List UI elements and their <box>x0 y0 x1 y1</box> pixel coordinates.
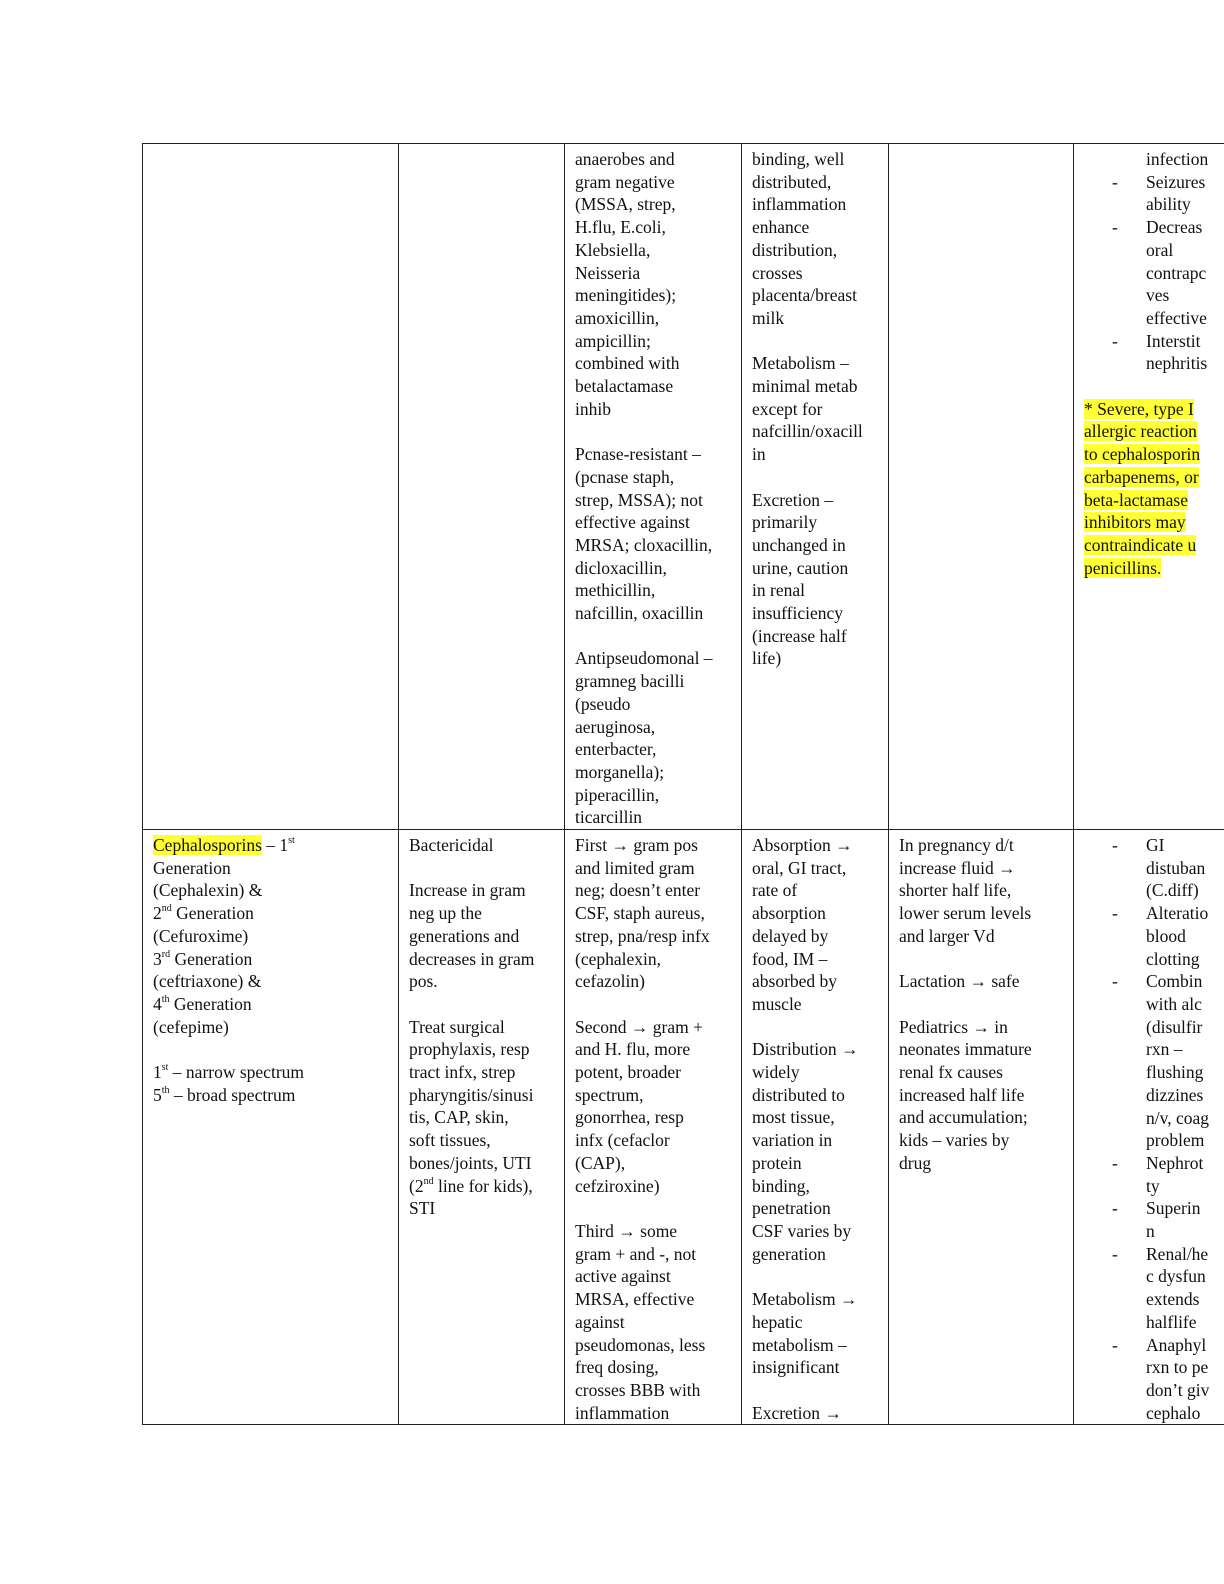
gen-sup: rd <box>161 948 171 960</box>
text-line: most tissue, <box>752 1107 835 1128</box>
text-line: gram negative <box>575 171 675 192</box>
text-line: hepatic <box>752 1311 803 1332</box>
r1-col3-cell <box>565 144 742 830</box>
text-line: insufficiency <box>752 603 844 624</box>
generation-list <box>153 857 392 1039</box>
gen-sup: th <box>161 1084 170 1096</box>
adverse-effect-line: flushing <box>1146 1062 1204 1083</box>
text-line: neg; doesn’t enter <box>575 880 701 901</box>
adverse-effect-line: dizzines <box>1146 1084 1204 1105</box>
text-line: generation <box>752 1243 826 1264</box>
text-line: milk <box>752 307 785 328</box>
text-line: absorption <box>752 903 826 924</box>
text-line: variation in <box>752 1130 833 1151</box>
text-line: shorter half life, <box>899 880 1012 901</box>
text-line: pos. <box>409 971 438 992</box>
text-line: spectrum, <box>575 1084 644 1105</box>
text-line: food, IM – <box>752 948 828 969</box>
gen-label: Generation <box>171 903 254 924</box>
text-line: binding, <box>752 1175 810 1196</box>
text-line: Absorption → <box>752 835 853 856</box>
text-line: (MSSA, strep, <box>575 194 676 215</box>
text-line <box>899 993 1067 1016</box>
text-line: ampicillin; <box>575 330 651 351</box>
text-line: muscle <box>752 993 802 1014</box>
text-line: Metabolism → <box>752 1289 858 1310</box>
text-line: Pcnase-resistant – <box>575 444 701 465</box>
text-line: inflammation <box>752 194 847 215</box>
text-line: Second → gram + <box>575 1016 703 1037</box>
text-line: (increase half <box>752 625 847 646</box>
text-line: Lactation → safe <box>899 971 1020 992</box>
text-line: meningitides); <box>575 285 677 306</box>
adverse-effect-line: (C.diff) <box>1146 880 1199 901</box>
r1-col6-cell <box>1074 144 1224 830</box>
adverse-effect-line: contrapc <box>1146 262 1207 283</box>
text-line: rate of <box>752 880 798 901</box>
r2-col2-cell <box>399 830 565 1425</box>
adverse-effect-line: - Anaphyl <box>1146 1334 1207 1355</box>
generation-line: (cefepime) <box>153 1016 229 1037</box>
text-line: placenta/breast <box>752 285 857 306</box>
text-line: increase fluid → <box>899 857 1016 878</box>
text-line: dicloxacillin, <box>575 557 667 578</box>
text-line: In pregnancy d/t <box>899 835 1014 856</box>
text-line: infx (cefaclor <box>575 1130 670 1151</box>
text-line <box>752 1265 882 1288</box>
adverse-effect-item <box>1084 216 1224 330</box>
text-line: lower serum levels <box>899 903 1032 924</box>
text-line: freq dosing, <box>575 1357 659 1378</box>
gen-number: 2 <box>153 903 162 924</box>
generation-line <box>153 1084 392 1107</box>
adverse-effect-item <box>1084 1197 1224 1242</box>
adverse-effect-line: distuban <box>1146 857 1206 878</box>
text-line: (pseudo <box>575 693 631 714</box>
text-line: nafcillin/oxacill <box>752 421 863 442</box>
adverse-effect-line: don’t giv <box>1146 1379 1210 1400</box>
text-line: bones/joints, UTI <box>409 1152 532 1173</box>
text-line: Antipseudomonal – <box>575 648 713 669</box>
adverse-effect-line: clotting <box>1146 948 1200 969</box>
gen-sup: th <box>161 993 170 1005</box>
text-line: neonates immature <box>899 1039 1032 1060</box>
text-line: aeruginosa, <box>575 716 656 737</box>
text-line: distributed to <box>752 1084 845 1105</box>
adverse-effect-line: with alc <box>1146 993 1202 1014</box>
generation-line: (Cefuroxime) <box>153 925 249 946</box>
text-line: Klebsiella, <box>575 239 651 260</box>
text-line: Neisseria <box>575 262 641 283</box>
adverse-effect-line: blood <box>1146 925 1186 946</box>
adverse-effect-line: nephritis <box>1146 353 1208 374</box>
r1-col1-cell <box>143 144 399 830</box>
adverse-effect-item <box>1084 970 1224 1152</box>
allergy-note-line: carbapenems, or <box>1084 466 1199 487</box>
uti-sup: nd <box>423 1175 434 1187</box>
text-line: strep, pna/resp infx <box>575 925 710 946</box>
text-line: Metabolism – <box>752 353 849 374</box>
text-line: and limited gram <box>575 857 695 878</box>
adverse-effect-line: ves <box>1146 285 1170 306</box>
drug-table <box>142 143 1224 1425</box>
text-line: renal fx causes <box>899 1062 1003 1083</box>
adverse-effect-item <box>1084 148 1224 171</box>
text-line: primarily <box>752 512 818 533</box>
text-line: absorbed by <box>752 971 838 992</box>
drug-class-title: Cephalosporins <box>153 835 262 856</box>
text-line: (cephalexin, <box>575 948 661 969</box>
r1-col2-cell <box>399 144 565 830</box>
text-line: increased half life <box>899 1084 1025 1105</box>
text-line: distributed, <box>752 171 832 192</box>
adverse-effect-line: rxn to pe <box>1146 1357 1209 1378</box>
text-line: effective against <box>575 512 690 533</box>
text-line: amoxicillin, <box>575 307 660 328</box>
allergy-note-line: allergic reaction <box>1084 421 1197 442</box>
text-line: Pediatrics → in <box>899 1016 1008 1037</box>
gen-number: 4 <box>153 993 162 1014</box>
r1-col4-cell <box>742 144 889 830</box>
uti-pre: (2 <box>409 1175 424 1196</box>
allergy-note <box>1084 398 1224 580</box>
text-line: Distribution → <box>752 1039 859 1060</box>
generation-line: (ceftriaxone) & <box>153 971 262 992</box>
r1-adverse-list <box>1084 148 1224 375</box>
text-line: drug <box>899 1152 932 1173</box>
generation-line: Generation <box>153 857 231 878</box>
text-line: gram + and -, not <box>575 1243 697 1264</box>
text-line: life) <box>752 648 782 669</box>
text-line: decreases in gram <box>409 948 535 969</box>
text-line <box>575 625 735 648</box>
adverse-effect-item <box>1084 902 1224 970</box>
text-line: inhib <box>575 398 611 419</box>
adverse-effect-line: c dysfun <box>1146 1266 1206 1287</box>
allergy-note-line: to cephalosporin <box>1084 444 1201 465</box>
allergy-note-line: beta-lactamase <box>1084 489 1188 510</box>
adverse-effect-item <box>1084 1334 1224 1425</box>
text-line <box>752 1016 882 1039</box>
adverse-effect-line: ty <box>1146 1175 1160 1196</box>
adverse-effect-line: - GI <box>1146 835 1165 856</box>
text-line: Bactericidal <box>409 835 494 856</box>
text-line: urine, caution <box>752 557 849 578</box>
adverse-effect-line: - Renal/he <box>1146 1243 1209 1264</box>
text-line: anaerobes and <box>575 149 675 169</box>
text-line: methicillin, <box>575 580 656 601</box>
text-line: tract infx, strep <box>409 1062 516 1083</box>
text-line: nafcillin, oxacillin <box>575 603 704 624</box>
text-line: widely <box>752 1062 800 1083</box>
text-line <box>575 993 735 1016</box>
adverse-effect-line: - Decreas <box>1146 217 1203 238</box>
adverse-effect-line: - Seizures <box>1146 171 1206 192</box>
text-line: combined with <box>575 353 680 374</box>
gen-number: 3 <box>153 948 162 969</box>
text-line: strep, MSSA); not <box>575 489 703 510</box>
adverse-effect-line: effective <box>1146 307 1207 328</box>
text-line: (pcnase staph, <box>575 466 675 487</box>
text-line: Excretion – <box>752 489 834 510</box>
table-row-penicillins-cont <box>143 144 1224 830</box>
text-line: morganella); <box>575 761 665 782</box>
text-line: crosses <box>752 262 803 283</box>
gen-label: – narrow spectrum <box>168 1062 305 1083</box>
text-line: minimal metab <box>752 376 858 397</box>
text-line: metabolism – <box>752 1334 847 1355</box>
adverse-effect-line: cephalo <box>1146 1402 1201 1423</box>
generation-line <box>153 993 392 1016</box>
generation-line: (Cephalexin) & <box>153 880 263 901</box>
text-line: in <box>752 444 766 465</box>
text-line <box>752 1379 882 1402</box>
text-line: except for <box>752 398 823 419</box>
allergy-note-line: * Severe, type I <box>1084 398 1194 419</box>
text-line: cefazolin) <box>575 971 645 992</box>
text-line: enhance <box>752 217 810 238</box>
adverse-effect-line: infection <box>1146 149 1209 169</box>
text-line: soft tissues, <box>409 1130 491 1151</box>
adverse-effect-line: oral <box>1146 239 1174 260</box>
text-line: active against <box>575 1266 671 1287</box>
text-line: Third → some <box>575 1220 678 1241</box>
text-line: ticarcillin <box>575 807 643 828</box>
text-line: pharyngitis/sinusi <box>409 1084 534 1105</box>
text-line: enterbacter, <box>575 739 657 760</box>
allergy-note-line: inhibitors may <box>1084 512 1186 533</box>
text-line: kids – varies by <box>899 1130 1010 1151</box>
adverse-effect-line: n/v, coag <box>1146 1107 1210 1128</box>
r2-adverse-list <box>1084 834 1224 1424</box>
text-line: distribution, <box>752 239 838 260</box>
text-line: Excretion → <box>752 1402 842 1423</box>
adverse-effect-item <box>1084 1152 1224 1197</box>
gen-sup: st <box>161 1062 169 1074</box>
text-line: crosses BBB with <box>575 1379 701 1400</box>
text-line: MRSA; cloxacillin, <box>575 534 713 555</box>
sti-line: STI <box>409 1198 436 1219</box>
text-line: H.flu, E.coli, <box>575 217 666 238</box>
text-line: and larger Vd <box>899 925 995 946</box>
adverse-effect-item <box>1084 1243 1224 1334</box>
adverse-effect-line: rxn – <box>1146 1039 1183 1060</box>
text-line: CSF varies by <box>752 1221 852 1241</box>
gen-label: Generation <box>169 993 252 1014</box>
text-line: potent, broader <box>575 1062 681 1083</box>
text-line: penetration <box>752 1198 831 1219</box>
text-line: piperacillin, <box>575 784 660 805</box>
r2-col6-cell <box>1074 830 1224 1425</box>
text-line: Treat surgical <box>409 1016 505 1037</box>
text-line: gonorrhea, resp <box>575 1107 684 1128</box>
text-line <box>752 330 882 353</box>
generation-line <box>153 948 392 971</box>
text-line: against <box>575 1311 625 1332</box>
text-line <box>899 948 1067 971</box>
adverse-effect-line: ability <box>1146 194 1191 215</box>
adverse-effect-line: problem <box>1146 1130 1205 1151</box>
r2-col1-cell <box>143 830 399 1425</box>
text-line: insignificant <box>752 1357 840 1378</box>
adverse-effect-line: halflife <box>1146 1311 1197 1332</box>
title-rest: – 1 <box>261 835 289 856</box>
text-line: and H. flu, more <box>575 1039 691 1060</box>
gen-number: 5 <box>153 1084 162 1105</box>
gen-label: Generation <box>170 948 253 969</box>
allergy-note-line: contraindicate u <box>1084 534 1197 555</box>
text-line: protein <box>752 1152 802 1173</box>
gen-number: 1 <box>153 1062 162 1083</box>
adverse-effect-line: - Superin <box>1146 1198 1201 1219</box>
text-line: delayed by <box>752 925 829 946</box>
text-line: binding, well <box>752 149 845 169</box>
adverse-effect-line: - Alteratio <box>1146 903 1209 924</box>
spectrum-list <box>153 1061 392 1106</box>
text-line: MRSA, effective <box>575 1289 695 1310</box>
text-line: Increase in gram <box>409 880 526 901</box>
text-line: CSF, staph aureus, <box>575 903 705 924</box>
uti-post: line for kids), <box>433 1175 533 1196</box>
text-line: unchanged in <box>752 534 846 555</box>
text-line: inflammation <box>575 1402 670 1423</box>
gen-sup: nd <box>161 903 172 915</box>
r2-col3-cell <box>565 830 742 1425</box>
gen-label: – broad spectrum <box>169 1084 296 1105</box>
adverse-effect-item <box>1084 171 1224 216</box>
r2-col5-cell <box>889 830 1074 1425</box>
text-line: neg up the <box>409 903 482 924</box>
text-line: cefziroxine) <box>575 1175 660 1196</box>
r1-col5-cell <box>889 144 1074 830</box>
adverse-effect-line: - Combin <box>1146 971 1203 992</box>
adverse-effect-item <box>1084 834 1224 902</box>
text-line: in renal <box>752 580 805 601</box>
text-line: generations and <box>409 925 520 946</box>
text-line: gramneg bacilli <box>575 671 685 692</box>
text-line: pseudomonas, less <box>575 1334 706 1355</box>
title-sup: st <box>288 835 295 847</box>
generation-line <box>153 1061 392 1084</box>
text-line: tis, CAP, skin, <box>409 1107 509 1128</box>
allergy-note-line: penicillins. <box>1084 557 1162 578</box>
text-line: and accumulation; <box>899 1107 1028 1128</box>
text-line: prophylaxis, resp <box>409 1039 530 1060</box>
adverse-effect-item <box>1084 330 1224 375</box>
adverse-effect-line: - Interstit <box>1146 330 1201 351</box>
text-line <box>575 1197 735 1220</box>
adverse-effect-line: - Nephrot <box>1146 1152 1204 1173</box>
table-row-cephalosporins <box>143 830 1224 1425</box>
text-line: oral, GI tract, <box>752 857 847 878</box>
adverse-effect-line: (disulfir <box>1146 1016 1203 1037</box>
text-line <box>752 466 882 489</box>
text-line: First → gram pos <box>575 835 698 856</box>
text-line: (CAP), <box>575 1152 626 1173</box>
text-line: betalactamase <box>575 376 674 397</box>
text-line <box>575 420 735 443</box>
r2-col4-cell <box>742 830 889 1425</box>
adverse-effect-line: n <box>1146 1221 1155 1242</box>
adverse-effect-line: extends <box>1146 1289 1200 1310</box>
generation-line <box>153 902 392 925</box>
